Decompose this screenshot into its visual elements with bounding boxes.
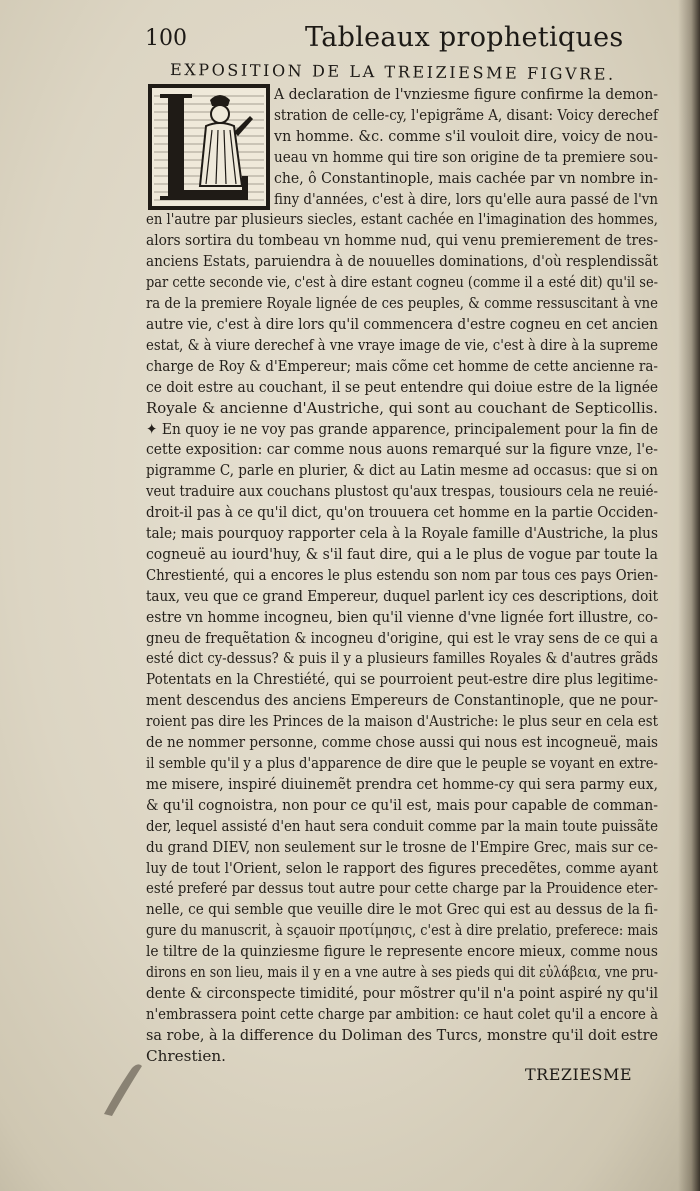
text-line: charge de Roy & d'Empereur; mais cõme cet homme de cette ancienne ra- bbox=[146, 356, 658, 375]
text-line: A declaration de l'vnziesme figure confirme la demon- bbox=[274, 85, 658, 103]
text-line: tale; mais pourquoy rapporter cela à la Royale famille d'Austriche, la plus bbox=[146, 524, 658, 543]
section-heading: EXPOSITION DE LA TREIZIESME FIGVRE. bbox=[169, 60, 616, 84]
text-line: par cette seconde vie, c'est à dire estant cogneu (comme il a esté dit) qu'il se- bbox=[146, 273, 658, 292]
text-line: nelle, ce qui semble que veuille dire le mot Grec qui est au dessus de la fi- bbox=[146, 900, 658, 919]
text-line: luy de tout l'Orient, selon le rapport des figures precedẽtes, comme ayant bbox=[146, 858, 658, 877]
text-line: roient pas dire les Princes de la maison d'Austriche: le plus seur en cela est bbox=[146, 712, 658, 731]
text-line: estre vn homme incogneu, bien qu'il vienne d'vne lignée fort illustre, co- bbox=[146, 607, 658, 626]
text-line: der, lequel assisté d'en haut sera conduit comme par la main toute puissãte bbox=[146, 816, 658, 835]
text-line: taux, veu que ce grand Empereur, duquel parlent icy ces descriptions, doit bbox=[146, 586, 658, 605]
text-line: Royale & ancienne d'Austriche, qui sont au couchant de Septicollis. bbox=[146, 398, 658, 417]
text-line: n'embrassera point cette charge par ambition: ce haut colet qu'il a encore à bbox=[146, 1004, 658, 1023]
text-line: alors sortira du tombeau vn homme nud, qui venu premierement de tres- bbox=[146, 231, 658, 250]
text-line: & qu'il cognoistra, non pour ce qu'il est, mais pour capable de comman- bbox=[146, 795, 658, 814]
text-line: ment descendus des anciens Empereurs de Constantinople, que ne pour- bbox=[146, 691, 658, 710]
text-line: droit-il pas à ce qu'il dict, qu'on trouuera cet homme en la partie Occiden- bbox=[146, 503, 658, 522]
text-line: vn homme. &c. comme s'il vouloit dire, voicy de nou- bbox=[274, 126, 658, 145]
text-line: pigramme C, parle en plurier, & dict au Latin mesme ad occasus: que si on bbox=[146, 461, 658, 480]
text-line: gure du manuscrit, à sçauoir προτίμησις, c'est à dire prelatio, preferece: mais bbox=[146, 921, 658, 940]
text-line: esté preferé par dessus tout autre pour cette charge par la Prouidence eter- bbox=[146, 879, 658, 898]
text-line: che, ô Constantinople, mais cachée par vn nombre in- bbox=[274, 168, 658, 187]
text-line: ✦ En quoy ie ne voy pas grande apparence, principalement pour la fin de bbox=[146, 419, 658, 438]
text-line: esté dict cy-dessus? & puis il y a plusieurs familles Royales & d'autres grãds bbox=[146, 649, 658, 668]
text-line: ce doit estre au couchant, il se peut entendre qui doiue estre de la lignée bbox=[146, 377, 658, 396]
text-line: cette exposition: car comme nous auons remarqué sur la figure vnze, l'e- bbox=[146, 440, 658, 459]
text-line: en l'autre par plusieurs siecles, estant cachée en l'imagination des hommes, bbox=[146, 210, 658, 229]
text-line: finy d'années, c'est à dire, lors qu'elle aura passé de l'vn bbox=[274, 189, 658, 208]
text-line: dente & circonspecte timidité, pour mõstrer qu'il n'a point aspiré ny qu'il bbox=[146, 983, 658, 1002]
text-line: de ne nommer personne, comme chose aussi qui nous est incogneuë, mais bbox=[146, 733, 658, 752]
text-line: veut traduire aux couchans plustost qu'aux trespas, tousiours cela ne reuié- bbox=[146, 482, 658, 501]
text-line: cogneuë au iourd'huy, & s'il faut dire, qui a le plus de vogue par toute la bbox=[146, 544, 658, 563]
body-text bbox=[146, 84, 658, 1067]
text-line: Potentats en la Chrestiété, qui se pourroient peut-estre dire plus legitime- bbox=[146, 670, 658, 689]
text-line: ra de la premiere Royale lignée de ces peuples, & comme ressuscitant à vne bbox=[146, 294, 658, 313]
text-line: gneu de frequẽtation & incogneu d'origine, qui est le vray sens de ce qui a bbox=[146, 628, 658, 647]
text-line: stration de celle-cy, l'epigrãme A, disant: Voicy derechef bbox=[274, 105, 658, 124]
catchword: TREZIESME bbox=[525, 1065, 633, 1084]
text-line: ueau vn homme qui tire son origine de ta premiere sou- bbox=[274, 147, 658, 166]
ink-smudge-icon bbox=[98, 1058, 158, 1118]
running-head bbox=[145, 22, 624, 62]
text-line: Chrestienté, qui a encores le plus estendu son nom par tous ces pays Orien- bbox=[146, 565, 658, 584]
text-line: il semble qu'il y a plus d'apparence de dire que le peuple se voyant en extre- bbox=[146, 754, 658, 772]
text-line: estat, & à viure derechef à vne vraye image de vie, c'est à dire à la supreme bbox=[146, 335, 658, 354]
text-line: dirons en son lieu, mais il y en a vne autre à ses pieds qui dit εὐλάβεια, vne pru- bbox=[146, 963, 658, 982]
text-line: le tiltre de la quinziesme figure le represente encore mieux, comme nous bbox=[146, 942, 658, 961]
running-title: Tableaux prophetiques bbox=[305, 22, 624, 53]
text-line: anciens Estats, paruiendra à de nouuelles dominations, d'où resplendissãt bbox=[146, 252, 658, 271]
text-line: autre vie, c'est à dire lors qu'il commencera d'estre cogneu en cet ancien bbox=[146, 314, 658, 333]
text-line: du grand DIEV, non seulement sur le trosne de l'Empire Grec, mais sur ce- bbox=[146, 837, 658, 856]
text-line: me misere, inspiré diuinemẽt prendra cet homme-cy qui sera parmy eux, bbox=[146, 774, 658, 793]
page-number: 100 bbox=[145, 26, 187, 51]
text-line: sa robe, à la difference du Doliman des Turcs, monstre qu'il doit estre bbox=[146, 1025, 658, 1044]
text-line: Chrestien. bbox=[146, 1046, 227, 1065]
